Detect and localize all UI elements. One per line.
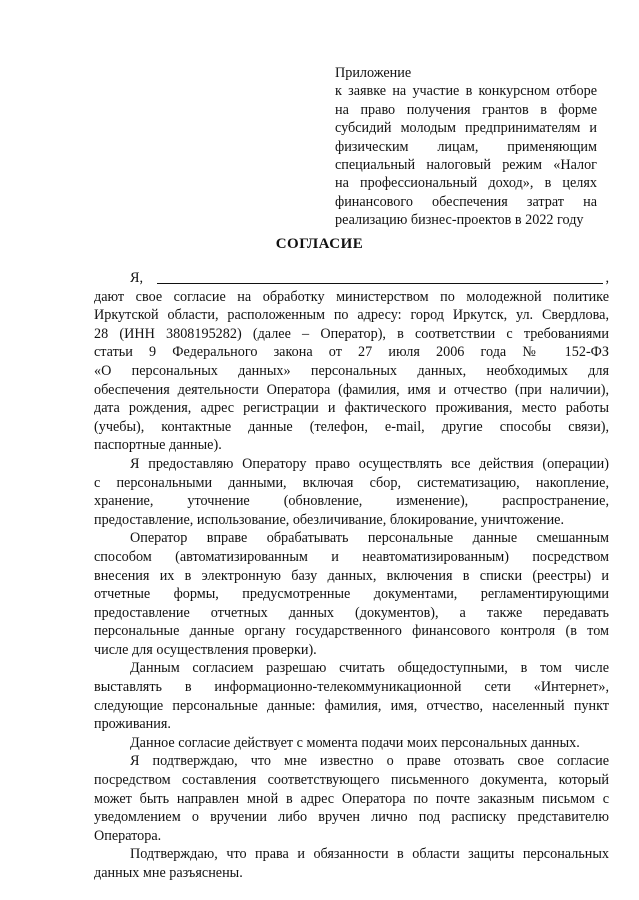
body-line: выставлять в информационно-телекоммуникационной сети «Интернет», [94, 679, 609, 696]
body-line: может быть направлен мной в адрес Оператора по почте заказным письмом с [94, 790, 609, 807]
body-line: Оператор вправе обрабатывать персональные данные смешанным [130, 530, 609, 547]
document-title: СОГЛАСИЕ [275, 236, 364, 252]
body-line: предоставление отчетных данных (документов), а также передавать [94, 604, 609, 621]
body-line: числе для осуществления проверки). [94, 641, 317, 658]
body-line: Я предоставляю Оператору право осуществлять все действия (операции) [130, 455, 609, 472]
signatory-line [94, 269, 609, 288]
body-line: обеспечения деятельности Оператора (фамилия, имя и отчество (при наличии), [94, 381, 609, 398]
body-line: (учебы), контактные данные (телефон, e-mail, другие способы связи), [94, 418, 609, 435]
body-line: уведомлением о вручении либо вручен лично под расписку представителю [94, 809, 609, 826]
annex-line: на профессиональный доход», в целях [335, 175, 597, 192]
body-line: следующие персональные данные: фамилия, имя, отчество, населенный пункт [94, 697, 609, 714]
body-line: Данное согласие действует с момента подачи моих персональных данных. [130, 734, 580, 751]
body-line: проживания. [94, 716, 171, 733]
annex-line: специальный налоговый режим «Налог [335, 157, 597, 174]
annex-line: реализацию бизнес-проектов в 2022 году [335, 212, 584, 229]
ya-label: Я, [130, 270, 144, 286]
body-line: Оператора. [94, 827, 162, 844]
comma: , [605, 270, 609, 286]
annex-line: Приложение [335, 65, 412, 81]
body-line: Я подтверждаю, что мне известно о праве отозвать свое согласие [130, 753, 609, 770]
body-line: хранение, уточнение (обновление, изменение), распространение, [94, 493, 609, 510]
body-line: посредством составления соответствующего письменного документа, который [94, 772, 609, 789]
body-line: данных мне разъяснены. [94, 865, 243, 881]
document-body [94, 269, 609, 883]
body-line: паспортные данные). [94, 437, 222, 454]
body-line: способом (автоматизированным и неавтоматизированным) посредством [94, 548, 609, 565]
body-line: дают свое согласие на обработку министерством по молодежной политике [94, 288, 609, 305]
body-line: Данным согласием разрешаю считать общедоступными, в том числе [130, 660, 609, 677]
body-line: дата рождения, адрес регистрации и фактического проживания, место работы [94, 400, 609, 417]
annex-line: субсидий молодым предпринимателям и [335, 120, 597, 137]
annex-line: на право получения грантов в форме [335, 101, 597, 118]
body-line: с персональными данными, включая сбор, систематизацию, накопление, [94, 474, 609, 491]
name-blank-field [157, 283, 603, 284]
body-line: статьи 9 Федерального закона от 27 июля 2006 года № 152-ФЗ [94, 344, 609, 361]
body-line: отчетные формы, предусмотренные документами, регламентирующими [94, 586, 609, 603]
body-line: Подтверждаю, что права и обязанности в области защиты персональных [130, 846, 609, 863]
annex-line: финансового обеспечения затрат на [335, 193, 597, 210]
body-line: предоставление, использование, обезличивание, блокирование, уничтожение. [94, 511, 565, 528]
annex-line: физическим лицам, применяющим [335, 138, 597, 155]
annex-line: к заявке на участие в конкурсном отборе [335, 83, 597, 100]
body-line: внесения их в электронную базу данных, включения в списки (реестры) и [94, 567, 609, 584]
annex-header [335, 64, 597, 230]
body-line: 28 (ИНН 3808195282) (далее – Оператор), в соответствии с требованиями [94, 325, 609, 342]
body-line: «О персональных данных» персональных данных, необходимых для [94, 362, 609, 379]
body-line: персональные данные органу государственного финансового контроля (в том [94, 623, 609, 640]
body-line: Иркутской области, расположенным по адресу: город Иркутск, ул. Свердлова, [94, 307, 609, 324]
